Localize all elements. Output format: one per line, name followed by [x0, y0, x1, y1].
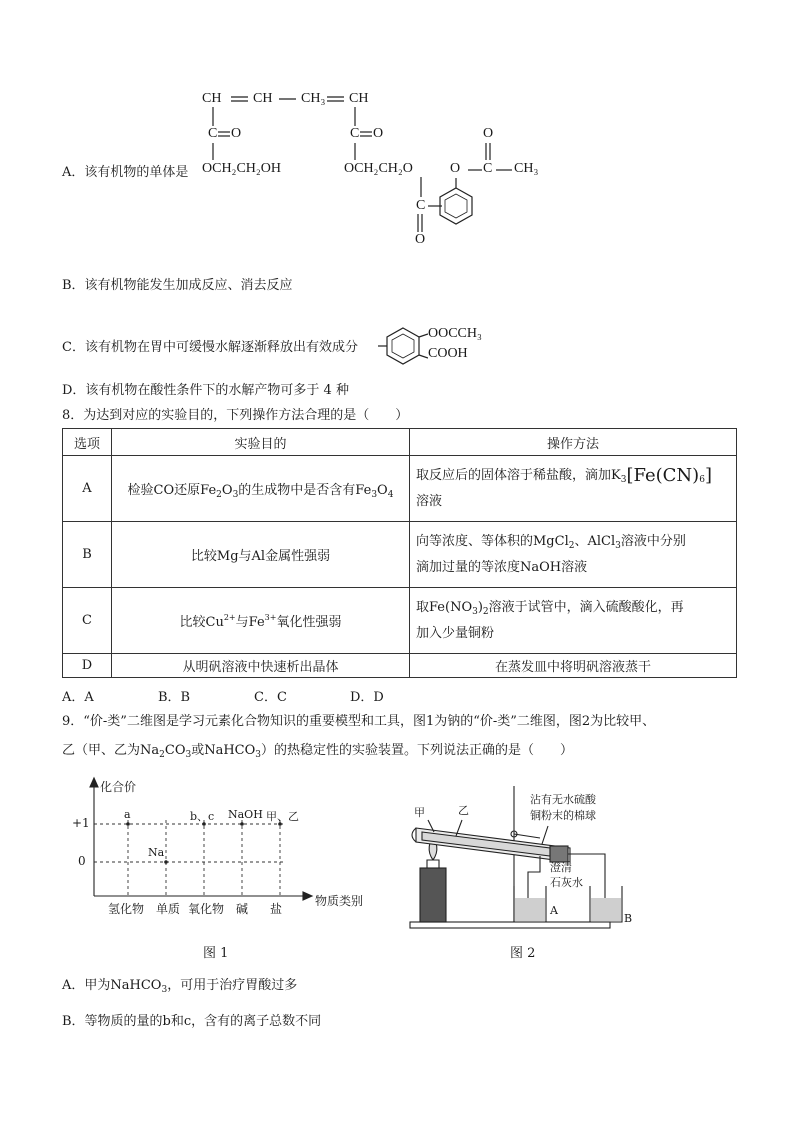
q9-option-a: A．甲为NaHCO$_3$，可用于治疗胃酸过多: [62, 978, 298, 995]
x-axis-title: 物质类别: [315, 894, 364, 908]
header-option: 选项: [63, 429, 112, 456]
acetyl-o: O: [483, 126, 494, 141]
row-goal: 检验CO还原$Fe_2O_3$的生成物中是否含有$Fe_3O_4$: [112, 456, 410, 522]
x-tick-salt: 盐: [270, 902, 283, 916]
row-goal: 比较Mg与Al金属性强弱: [112, 522, 410, 588]
acetyl-c: C: [483, 161, 493, 176]
table-row: [63, 588, 737, 654]
label-beaker-a: A: [550, 904, 558, 917]
header-goal: 实验目的: [112, 429, 410, 456]
point-label-naoh: NaOH: [228, 808, 263, 821]
row-method: 向等浓度、等体积的MgCl$_2$、AlCl$_3$溶液中分别 滴加过量的等浓度NaOH溶液: [410, 522, 737, 588]
figure-2-caption: 图 2: [510, 946, 536, 961]
left-ester-group: OCH₂CH₂OH: [202, 161, 281, 176]
q8-table: [62, 428, 737, 678]
row-option: A: [63, 456, 112, 522]
q8-choices: [62, 686, 384, 705]
ch-4: CH: [349, 91, 369, 106]
label-beaker-b: B: [624, 912, 633, 925]
choice-c: C．C: [254, 690, 287, 705]
q7-structure: [0, 0, 794, 260]
label-jia: 甲: [414, 806, 425, 819]
x-tick-hydride: 氢化物: [108, 902, 145, 916]
y-axis-title: 化合价: [100, 780, 137, 794]
aspirin-acetoxy: OOCCH₃: [428, 326, 482, 341]
carbonyl-c-left: C: [208, 126, 218, 141]
figure-1: [60, 776, 380, 916]
y-tick-0: 0: [78, 854, 86, 868]
choice-d: D．D: [350, 690, 384, 705]
q7-option-d: D．该有机物在酸性条件下的水解产物可多于 4 种: [62, 383, 349, 398]
benzoyl-c: C: [416, 198, 426, 213]
label-cotton: 沾有无水硫酸 铜粉末的棉球: [530, 793, 596, 822]
data-point: [164, 860, 168, 864]
aspirin-ring: [378, 324, 428, 374]
point-label-jia-yi: 甲、乙: [266, 810, 299, 823]
methyl: CH₃: [514, 161, 539, 176]
data-point: [240, 822, 244, 826]
row-goal: 从明矾溶液中快速析出晶体: [112, 654, 410, 678]
ch-1: CH: [202, 91, 222, 106]
right-ester-group: OCH₂CH₂O: [344, 161, 413, 176]
table-header-row: [63, 429, 737, 456]
row-method: 取$Fe(NO_3)_2$溶液于试管中，滴入硫酸酸化，再 加入少量铜粉: [410, 588, 737, 654]
benzoyl-o: O: [415, 232, 426, 247]
aryl-o: O: [450, 161, 461, 176]
data-point: [126, 822, 130, 826]
row-goal: 比较$Cu^{2+}$与$Fe^{3+}$氧化性强弱: [112, 588, 410, 654]
carbonyl-o-left: O: [231, 126, 242, 141]
x-tick-element: 单质: [156, 902, 181, 916]
aspirin-carboxyl: COOH: [428, 346, 468, 361]
q7-option-a: A．该有机物的单体是: [62, 165, 189, 180]
figure-2-apparatus: [400, 776, 640, 936]
row-method: 取反应后的固体溶于稀盐酸，滴加$K_3[Fe(CN)_6]$ 溶液: [410, 456, 737, 522]
point-label-a: a: [124, 808, 131, 821]
choice-a: A．A: [62, 690, 94, 705]
ch-3: CH₃: [301, 91, 326, 106]
label-yi: 乙: [458, 804, 469, 817]
x-tick-oxide: 氧化物: [188, 902, 225, 916]
q9-stem-line2: 乙（甲、乙为$Na_2CO_3$或NaHCO$_3$）的热稳定性的实验装置。下列说法正确的是（ ）: [62, 743, 574, 760]
row-option: C: [63, 588, 112, 654]
q9-option-b: B．等物质的量的b和c，含有的离子总数不同: [62, 1014, 322, 1029]
carbonyl-c-right: C: [350, 126, 360, 141]
point-label-na: Na: [148, 846, 165, 859]
table-row: [63, 654, 737, 678]
x-tick-base: 碱: [236, 902, 249, 916]
carbonyl-o-right: O: [373, 126, 384, 141]
header-method: 操作方法: [410, 429, 737, 456]
q8-stem: 8．为达到对应的实验目的，下列操作方法合理的是（ ）: [62, 408, 409, 423]
point-label-bc: b、c: [190, 810, 215, 823]
ch-2: CH: [253, 91, 273, 106]
figure-1-caption: 图 1: [203, 946, 229, 961]
figure-2: [400, 776, 640, 936]
row-option: B: [63, 522, 112, 588]
choice-b: B．B: [158, 690, 191, 705]
q9-stem-line1: 9．“价-类”二维图是学习元素化合物知识的重要模型和工具，图1为钠的“价-类”二维图，图2为比较甲、: [62, 714, 656, 729]
q7-structure-lines: [0, 0, 794, 260]
y-tick-plus1: +1: [72, 816, 90, 830]
table-row: [63, 522, 737, 588]
label-limewater: 澄清 石灰水: [550, 861, 583, 889]
q7-option-b: B．该有机物能发生加成反应、消去反应: [62, 278, 293, 293]
q7-option-c: C．该有机物在胃中可缓慢水解逐渐释放出有效成分: [62, 340, 358, 355]
table-row: [63, 456, 737, 522]
row-option: D: [63, 654, 112, 678]
row-method: 在蒸发皿中将明矾溶液蒸干: [410, 654, 737, 678]
